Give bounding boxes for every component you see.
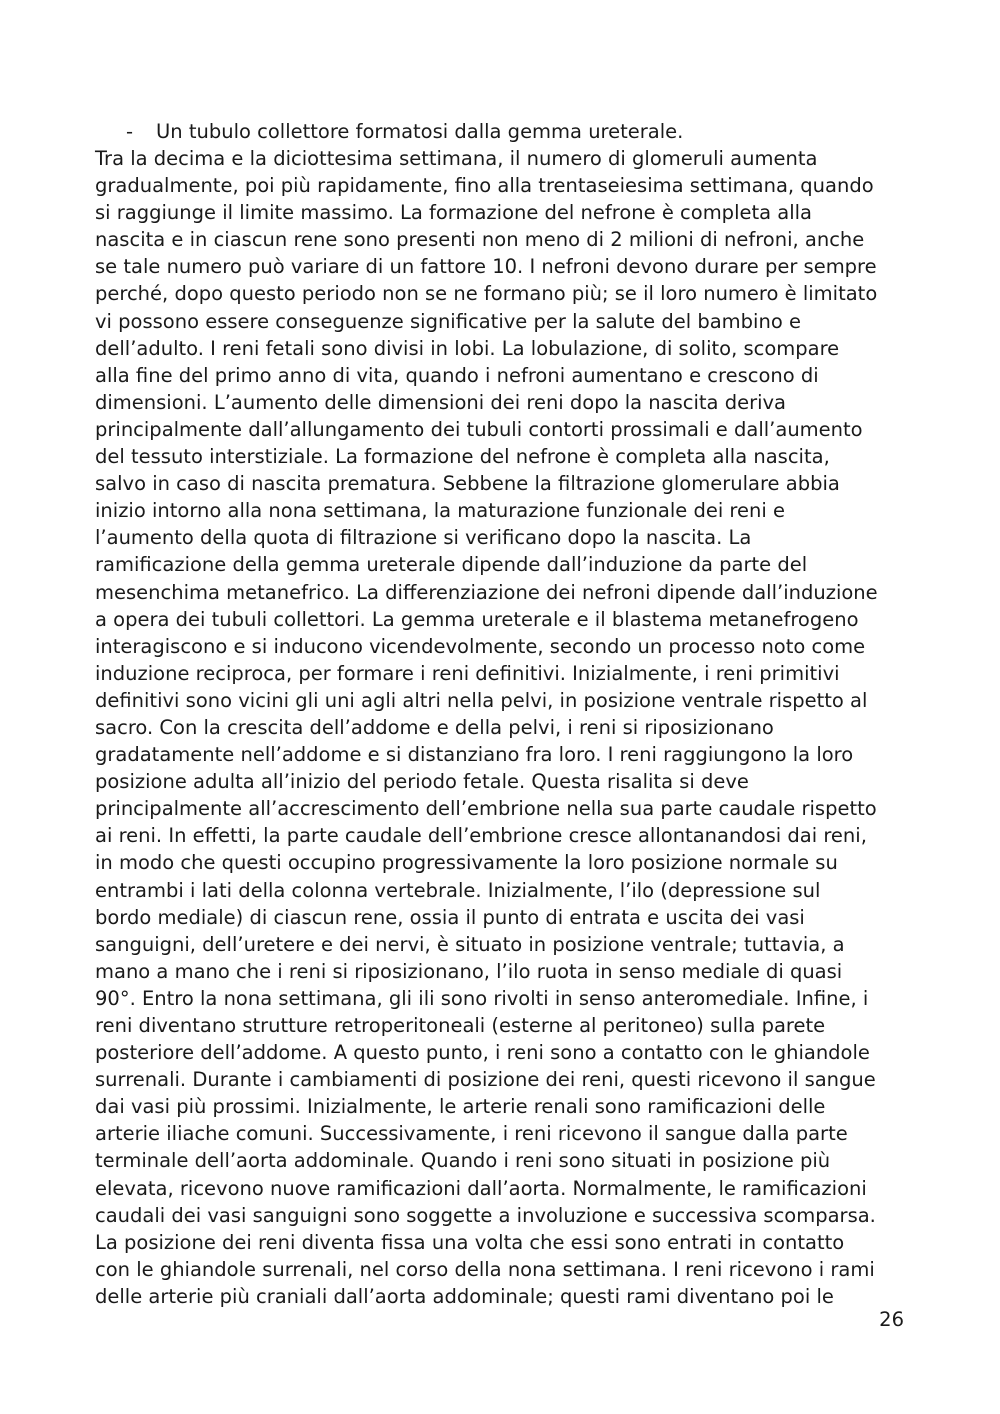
paragraph-line: salvo in caso di nascita prematura. Sebbene la filtrazione glomerulare abbia xyxy=(95,472,840,496)
bullet-marker: - xyxy=(126,120,134,143)
paragraph-line: sacro. Con la crescita dell’addome e della pelvi, i reni si riposizionano xyxy=(95,715,774,739)
page-number: 26 xyxy=(879,1308,904,1331)
paragraph-line: La posizione dei reni diventa fissa una volta che essi sono entrati in contatto xyxy=(95,1230,845,1254)
paragraph-line: in modo che questi occupino progressivamente la loro posizione normale su xyxy=(95,851,838,875)
paragraph-line: induzione reciproca, per formare i reni definitivi. Inizialmente, i reni primitivi xyxy=(95,661,840,685)
paragraph-line: definitivi sono vicini gli uni agli altri nella pelvi, in posizione ventrale rispetto al xyxy=(95,688,868,712)
paragraph-line: entrambi i lati della colonna vertebrale. Inizialmente, l’ilo (depressione sul xyxy=(95,878,821,902)
paragraph-line: posteriore dell’addome. A questo punto, i reni sono a contatto con le ghiandole xyxy=(95,1041,870,1065)
paragraph-line: si raggiunge il limite massimo. La formazione del nefrone è completa alla xyxy=(95,201,813,225)
paragraph-line: mesenchima metanefrico. La differenziazione dei nefroni dipende dall’induzione xyxy=(95,580,878,604)
paragraph-line: arterie iliache comuni. Successivamente, i reni ricevono il sangue dalla parte xyxy=(95,1122,848,1146)
paragraph-line: surrenali. Durante i cambiamenti di posizione dei reni, questi ricevono il sangue xyxy=(95,1068,876,1092)
paragraph-line: ai reni. In effetti, la parte caudale dell’embrione cresce allontanandosi dai reni, xyxy=(95,824,867,848)
paragraph-line: alla fine del primo anno di vita, quando i nefroni aumentano e crescono di xyxy=(95,363,819,387)
paragraph-line: ramificazione della gemma ureterale dipende dall’induzione da parte del xyxy=(95,553,808,577)
paragraph-line: bordo mediale) di ciascun rene, ossia il punto di entrata e uscita dei vasi xyxy=(95,905,805,929)
paragraph-line: se tale numero può variare di un fattore 10. I nefroni devono durare per sempre xyxy=(95,255,877,279)
paragraph-line: del tessuto interstiziale. La formazione del nefrone è completa alla nascita, xyxy=(95,445,830,469)
paragraph-line: sanguigni, dell’uretere e dei nervi, è situato in posizione ventrale; tuttavia, a xyxy=(95,932,845,956)
paragraph-line: dell’adulto. I reni fetali sono divisi in lobi. La lobulazione, di solito, scompare xyxy=(95,336,840,360)
paragraph-line: vi possono essere conseguenze significative per la salute del bambino e xyxy=(95,309,801,333)
paragraph-line: reni diventano strutture retroperitoneali (esterne al peritoneo) sulla parete xyxy=(95,1014,826,1037)
paragraph-line: principalmente dall’allungamento dei tubuli contorti prossimali e dall’aumento xyxy=(95,417,863,441)
paragraph-line: caudali dei vasi sanguigni sono soggette a involuzione e successiva scomparsa. xyxy=(95,1203,876,1227)
paragraph-line: terminale dell’aorta addominale. Quando i reni sono situati in posizione più xyxy=(95,1149,831,1173)
paragraph-line: a opera dei tubuli collettori. La gemma ureterale e il blastema metanefrogeno xyxy=(95,607,859,631)
paragraph-line: gradualmente, poi più rapidamente, fino alla trentaseiesima settimana, quando xyxy=(95,174,874,198)
paragraph-line: con le ghiandole surrenali, nel corso della nona settimana. I reni ricevono i rami xyxy=(95,1257,875,1281)
paragraph-line: interagiscono e si inducono vicendevolmente, secondo un processo noto come xyxy=(95,634,866,658)
paragraph-line: delle arterie più craniali dall’aorta addominale; questi rami diventano poi le xyxy=(95,1284,834,1308)
paragraph-line: perché, dopo questo periodo non se ne formano più; se il loro numero è limitato xyxy=(95,282,878,306)
bullet-text: Un tubulo collettore formatosi dalla gemma ureterale. xyxy=(156,120,684,143)
paragraph-line: Tra la decima e la diciottesima settimana, il numero di glomeruli aumenta xyxy=(95,147,818,170)
paragraph-line: 90°. Entro la nona settimana, gli ili sono rivolti in senso anteromediale. Infine, i xyxy=(95,986,869,1010)
paragraph-line: l’aumento della quota di filtrazione si verificano dopo la nascita. La xyxy=(95,526,752,550)
paragraph-line: principalmente all’accrescimento dell’embrione nella sua parte caudale rispetto xyxy=(95,797,877,821)
paragraph-line: posizione adulta all’inizio del periodo fetale. Questa risalita si deve xyxy=(95,770,749,794)
paragraph-line: inizio intorno alla nona settimana, la maturazione funzionale dei reni e xyxy=(95,499,785,523)
paragraph-line: nascita e in ciascun rene sono presenti non meno di 2 milioni di nefroni, anche xyxy=(95,228,865,252)
paragraph-line: dai vasi più prossimi. Inizialmente, le arterie renali sono ramificazioni delle xyxy=(95,1095,826,1119)
body-paragraph xyxy=(95,145,925,1310)
paragraph-line: gradatamente nell’addome e si distanziano fra loro. I reni raggiungono la loro xyxy=(95,743,854,767)
paragraph-line: dimensioni. L’aumento delle dimensioni dei reni dopo la nascita deriva xyxy=(95,390,786,414)
paragraph-line: elevata, ricevono nuove ramificazioni dall’aorta. Normalmente, le ramificazioni xyxy=(95,1176,867,1200)
paragraph-line: mano a mano che i reni si riposizionano, l’ilo ruota in senso mediale di quasi xyxy=(95,959,843,983)
bullet-item xyxy=(126,118,683,145)
